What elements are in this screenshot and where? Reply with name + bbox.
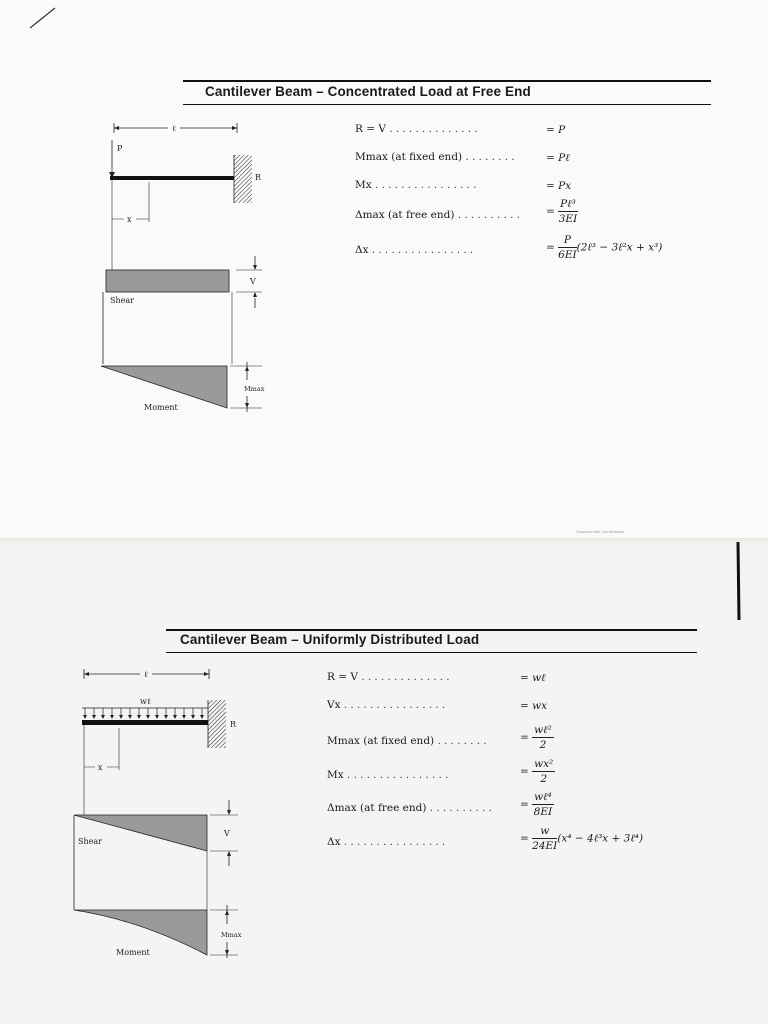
moment-value-label-2: Mmax xyxy=(221,931,242,939)
section-title-1: Cantilever Beam – Concentrated Load at Free End xyxy=(205,84,531,99)
scanner-footnote: Scanned with CamScanner xyxy=(576,529,625,534)
formula-2-6: Δx ................ xyxy=(327,836,449,848)
formula-2-2: Vx ................ xyxy=(327,699,449,711)
reaction-label: R xyxy=(255,173,262,182)
x-label: x xyxy=(127,215,132,224)
span-label-2: ℓ xyxy=(144,670,148,679)
formula-1-2-rhs: = Pℓ xyxy=(546,152,570,164)
formula-1-4: Δmax (at free end) .......... xyxy=(355,209,524,221)
formula-2-4-rhs: = $\frac{\text{wx²}}{2}$ xyxy=(520,758,554,785)
formula-1-5: Δx ................ xyxy=(355,244,477,256)
formula-2-5: Δmax (at free end) .......... xyxy=(327,802,496,814)
moment-label: Moment xyxy=(144,403,178,412)
formula-2-4: Mx ................ xyxy=(327,769,452,781)
formula-1-3-rhs: = Px xyxy=(546,180,572,192)
shear-value-label: V xyxy=(250,277,256,286)
moment-value-label: Mmax xyxy=(244,385,265,393)
formula-1-1-rhs: = P xyxy=(546,124,566,136)
shear-label: Shear xyxy=(110,296,134,305)
section-title-2: Cantilever Beam – Uniformly Distributed Load xyxy=(180,632,480,647)
formula-1-2: Mmax (at fixed end) ........ xyxy=(355,151,518,163)
formula-2-6-rhs: = $\frac{w}{24EI}$ (x⁴ − 4ℓ³x + 3ℓ⁴) xyxy=(520,825,644,852)
x-label-2: x xyxy=(98,763,103,772)
load-label: P xyxy=(117,144,123,153)
formula-1-4-rhs: = $\frac{\text{Pℓ³}}{3EI}$ xyxy=(546,198,578,225)
shear-value-label-2: V xyxy=(224,829,230,838)
formula-1-3: Mx ................ xyxy=(355,179,480,191)
reaction-label-2: R xyxy=(230,720,237,729)
span-label: ℓ xyxy=(172,124,176,133)
formula-2-3: Mmax (at fixed end) ........ xyxy=(327,735,490,747)
formula-2-1: R = V .............. xyxy=(327,671,453,683)
load-label-2: wℓ xyxy=(140,697,151,706)
formula-2-5-rhs: = $\frac{\text{wℓ⁴}}{8EI}$ xyxy=(520,791,553,818)
formula-1-1: R = V .............. xyxy=(355,123,481,135)
moment-label-2: Moment xyxy=(116,948,150,957)
formula-2-2-rhs: = wx xyxy=(520,700,548,712)
formula-1-5-rhs: = $\frac{P}{6EI}$ (2ℓ³ − 3ℓ²x + x³) xyxy=(546,234,663,261)
shear-label-2: Shear xyxy=(78,837,102,846)
formula-2-1-rhs: = wℓ xyxy=(520,672,546,684)
formula-2-3-rhs: = $\frac{\text{wℓ²}}{2}$ xyxy=(520,724,552,751)
